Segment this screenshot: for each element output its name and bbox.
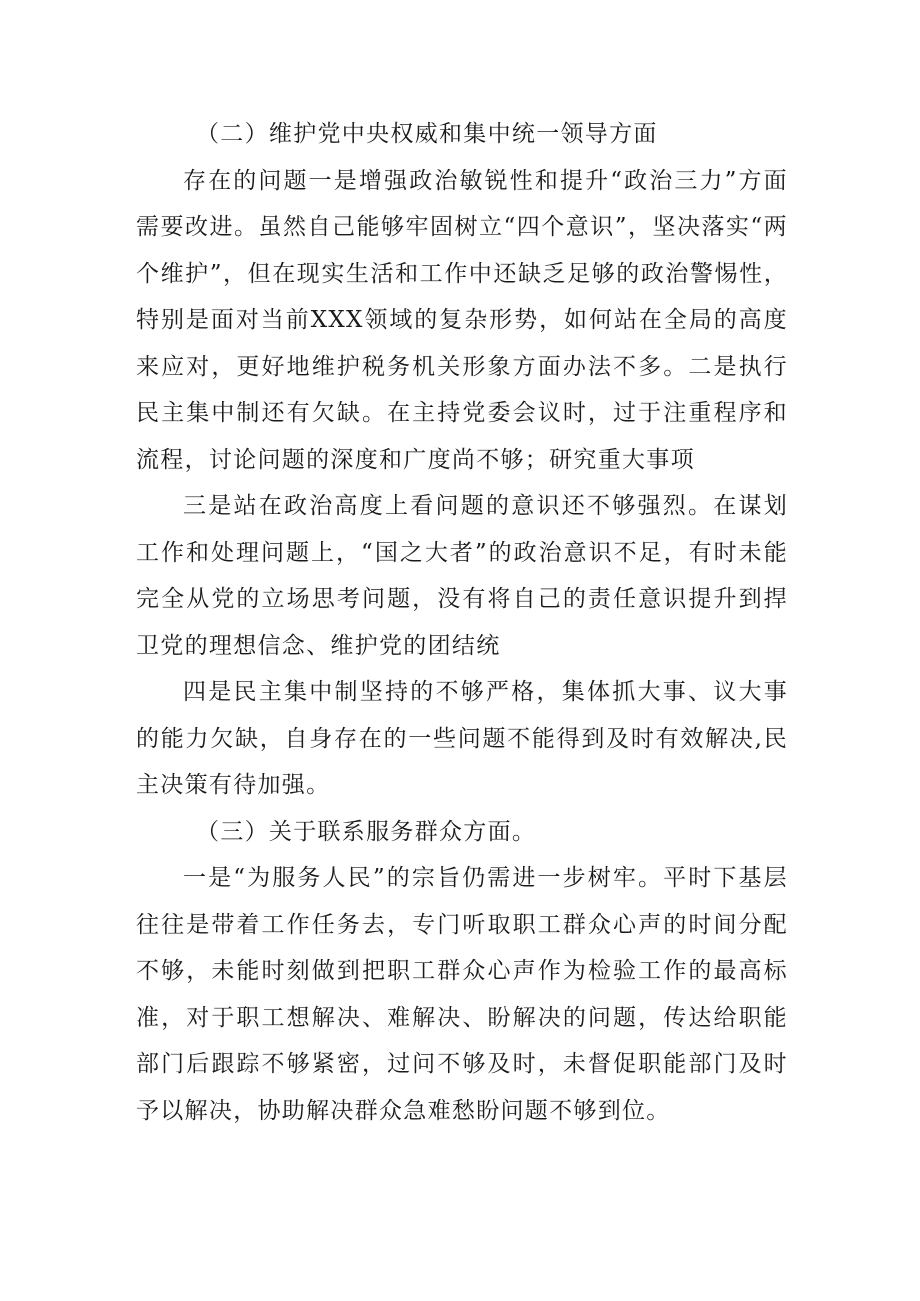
- document-body: [136, 111, 788, 1134]
- section-heading-3: （三）关于联系服务群众方面。: [196, 818, 537, 845]
- paragraph-democratic-centralism: 四是民主集中制坚持的不够严格，集体抓大事、议大事的能力欠缺，自身存在的一些问题不能得到及时有效解决,民主决策有待加强。: [136, 679, 788, 798]
- paragraph-serving-people: 一是“为服务人民”的宗旨仍需进一步树牢。平时下基层往往是带着工作任务去，专门听取职工群众心声的时间分配不够，未能时刻做到把职工群众心声作为检验工作的最高标准，对于职工想解决、难解决、盼解决的问题，传达给职能部门后跟踪不够紧密，过问不够及时，未督促职能部门及时予以解决，协助解决群众急难愁盼问题不够到位。: [136, 865, 788, 1124]
- paragraph-political-height: 三是站在政治高度上看问题的意识还不够强烈。在谋划工作和处理问题上，“国之大者”的政治意识不足，有时未能完全从党的立场思考问题，没有将自己的责任意识提升到捍卫党的理想信念、维护党的团结统: [136, 493, 788, 659]
- paragraph-political-issues: 存在的问题一是增强政治敏锐性和提升“政治三力”方面需要改进。虽然自己能够牢固树立“四个意识”，坚决落实“两个维护”，但在现实生活和工作中还缺乏足够的政治警惕性，特别是面对当前XXX领域的复杂形势，如何站在全局的高度来应对，更好地维护税务机关形象方面办法不多。二是执行民主集中制还有欠缺。在主持党委会议时，过于注重程序和流程，讨论问题的深度和广度尚不够；研究重大事项: [136, 167, 788, 473]
- section-heading-2: （二）维护党中央权威和集中统一领导方面: [196, 121, 658, 147]
